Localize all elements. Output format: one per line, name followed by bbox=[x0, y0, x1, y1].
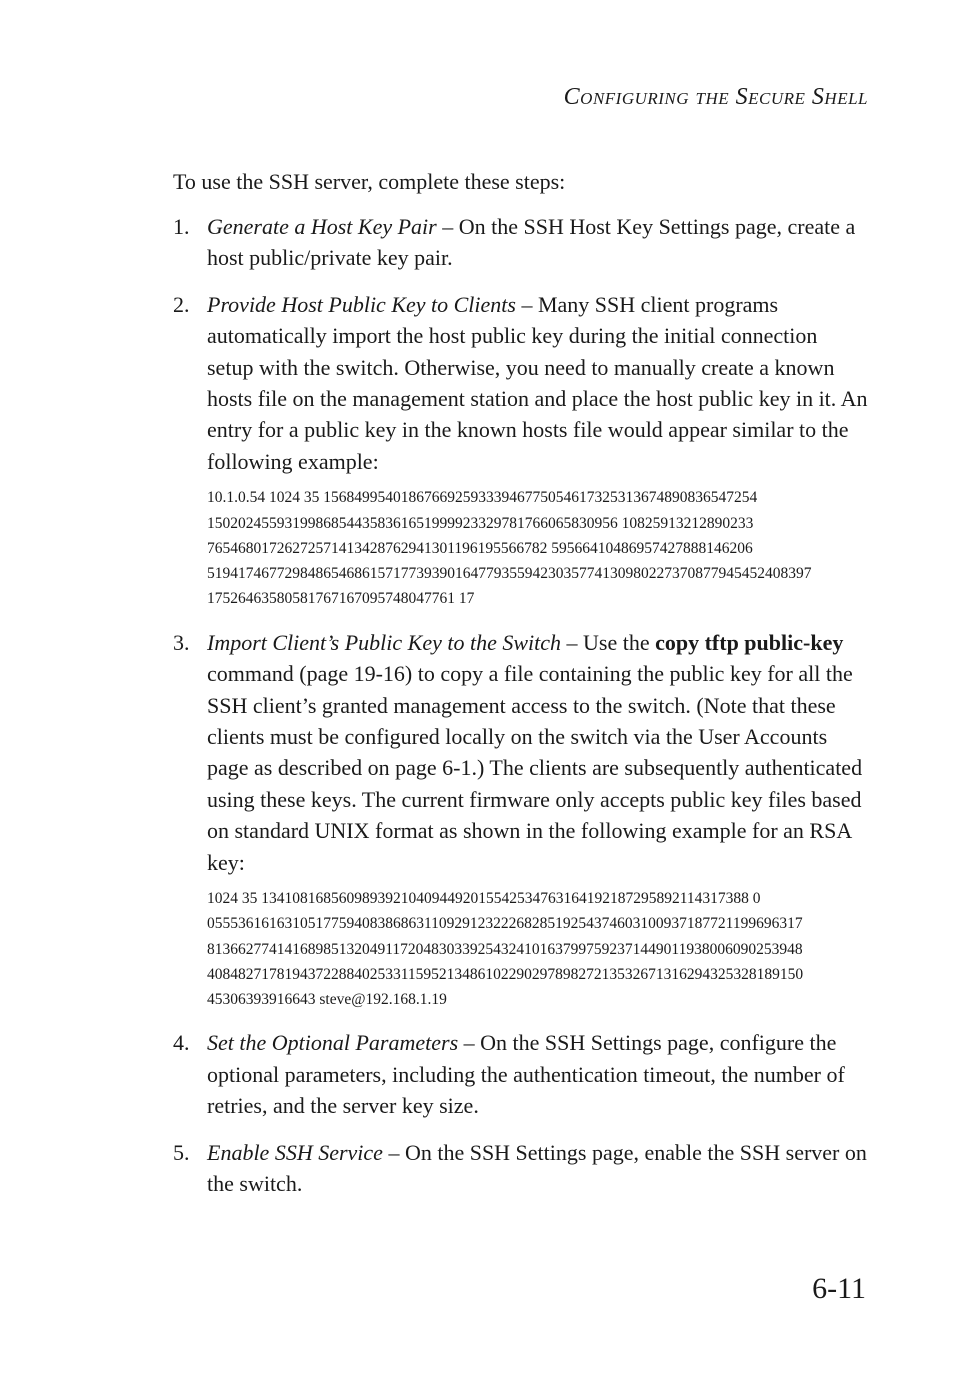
rsa-key-example: 1024 35 134108168560989392104094492015542534763164192187295892114317388 0 05553616163105177594083868631109291232226828519254374603100937187721199696317 81366277414168985132049117204830339254324101637997592371449011938006090253948 40848271781943722884025331159521348610229029789827213532671316294325328189150 45306393916643 steve@192.168.1.19 bbox=[207, 889, 804, 1009]
step-title: Import Client’s Public Key to the Switch bbox=[207, 629, 561, 655]
page-content bbox=[173, 166, 868, 1215]
step-text: – On the SSH Settings page, enable the SSH server on the switch. bbox=[207, 1139, 867, 1197]
known-hosts-example: 10.1.0.54 1024 35 15684995401867669259333946775054617325313674890836547254 15020245593199868544358361651999923329781766065830956 10825913212890233 76546801726272571413428762941301196195566782 59566410486957427888146206 519417467729848654686157177393901647793559423035774130980227370877945452408397 17526463580581767167095748047761 17 bbox=[207, 489, 812, 608]
command-name: copy tftp public-key bbox=[655, 629, 844, 655]
step-3 bbox=[173, 627, 868, 1013]
step-number: 2. bbox=[173, 291, 190, 317]
step-5 bbox=[173, 1137, 868, 1200]
step-text-before: – Use the bbox=[561, 629, 656, 655]
step-title: Generate a Host Key Pair bbox=[207, 214, 437, 239]
step-4 bbox=[173, 1027, 868, 1121]
step-1 bbox=[173, 211, 868, 274]
step-number: 3. bbox=[173, 629, 190, 655]
step-2 bbox=[173, 289, 868, 612]
intro-text: To use the SSH server, complete these steps: bbox=[173, 169, 566, 194]
step-text: – On the SSH Host Key Settings page, create a host public/private key pair. bbox=[207, 214, 856, 271]
step-text: – On the SSH Settings page, configure the optional parameters, including the authentication timeout, the number of retries, and the server key size. bbox=[207, 1030, 845, 1119]
step-number: 4. bbox=[173, 1030, 190, 1056]
step-title: Set the Optional Parameters bbox=[207, 1030, 459, 1056]
running-header: Configuring the Secure Shell bbox=[563, 84, 868, 110]
step-number: 1. bbox=[173, 214, 190, 239]
step-number: 5. bbox=[173, 1139, 190, 1165]
step-title: Provide Host Public Key to Clients bbox=[207, 291, 516, 317]
step-text-after: command (page 19-16) to copy a file containing the public key for all the SSH client’s granted management access to the switch. (Note that these clients must be configured locally on the switch via the User Accounts page as described on page 6-1.) The clients are subsequently authenticated using these keys. The current firmware only accepts public key files based on standard UNIX format as shown in the following example for an RSA key: bbox=[207, 661, 863, 875]
page-number: 6-11 bbox=[812, 1272, 866, 1305]
step-text: – Many SSH client programs automatically import the host public key during the initial connection setup with the switch. Otherwise, you need to manually create a known hosts file on the management station and place the host public key in it. An entry for a public key in the known hosts file would appear similar to the following example: bbox=[207, 291, 868, 474]
step-title: Enable SSH Service bbox=[207, 1139, 383, 1165]
